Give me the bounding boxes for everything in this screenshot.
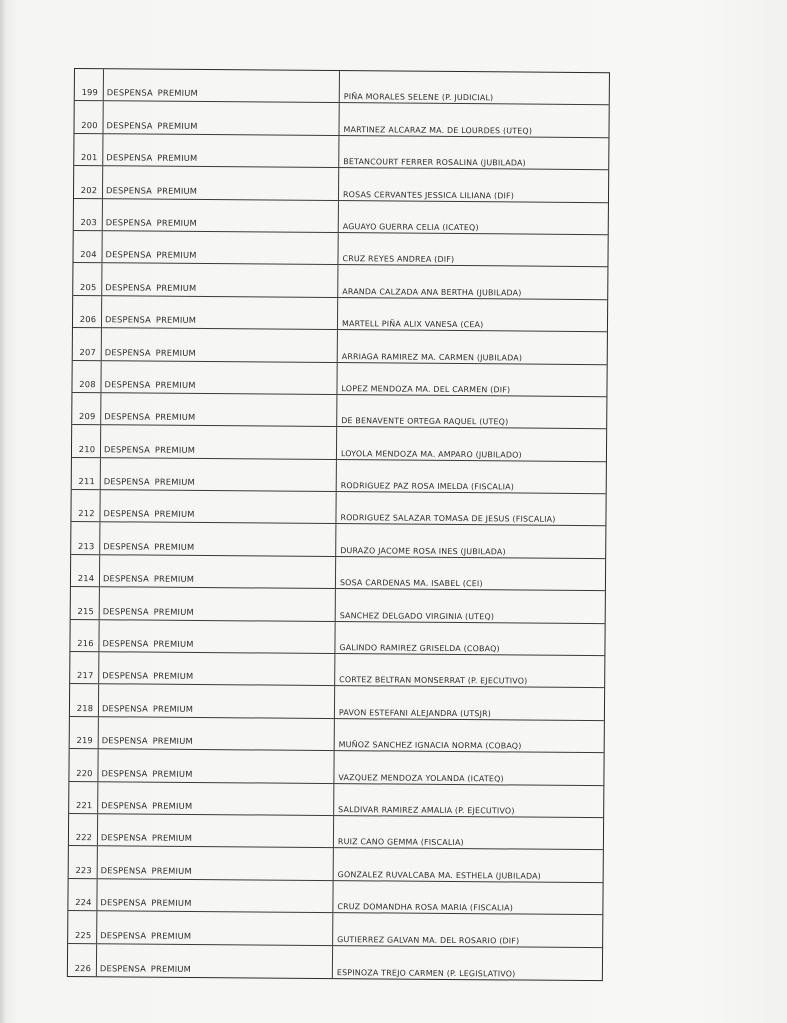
table-row xyxy=(73,296,607,333)
beneficiary-name-cell: CORTEZ BELTRAN MONSERRAT (P. EJECUTIVO) xyxy=(339,675,528,687)
table-row xyxy=(70,620,604,657)
beneficiary-name-cell: BETANCOURT FERRER ROSALINA (JUBILADA) xyxy=(343,157,526,168)
beneficiary-name-cell: MARTINEZ ALCARAZ MA. DE LOURDES (UTEQ) xyxy=(343,124,533,136)
product-cell: DESPENSA PREMIUM xyxy=(102,296,338,329)
row-number: 218 xyxy=(70,684,99,716)
row-number: 224 xyxy=(68,879,97,911)
product-cell: DESPENSA PREMIUM xyxy=(100,555,336,588)
row-number: 226 xyxy=(68,944,97,977)
beneficiary-name-cell: CRUZ DOMANDHA ROSA MARIA (FISCALIA) xyxy=(337,902,514,913)
row-number: 211 xyxy=(72,458,101,490)
product-cell: DESPENSA PREMIUM xyxy=(104,69,340,102)
row-number: 207 xyxy=(73,328,102,360)
row-number: 199 xyxy=(75,69,104,101)
beneficiary-name-cell: LOPEZ MENDOZA MA. DEL CARMEN (DIF) xyxy=(341,384,511,395)
beneficiary-name-cell: PIÑA MORALES SELENE (P. JUDICIAL) xyxy=(343,92,494,103)
row-number: 208 xyxy=(72,361,101,393)
product-cell: DESPENSA PREMIUM xyxy=(103,166,339,199)
table-row xyxy=(68,879,602,916)
beneficiary-name-cell: ROSAS CERVANTES JESSICA LILIANA (DIF) xyxy=(342,189,515,201)
table-row xyxy=(70,717,604,754)
beneficiary-name-cell: GONZALEZ RUVALCABA MA. ESTHELA (JUBILADA) xyxy=(337,869,542,881)
beneficiary-name-cell: CRUZ REYES ANDREA (DIF) xyxy=(342,254,455,265)
product-cell: DESPENSA PREMIUM xyxy=(100,490,336,523)
table-row xyxy=(68,911,602,948)
beneficiary-name-cell: ARANDA CALZADA ANA BERTHA (JUBILADA) xyxy=(342,286,522,298)
table-row xyxy=(73,263,607,300)
beneficiary-name-cell: GALINDO RAMIREZ GRISELDA (COBAQ) xyxy=(339,643,500,654)
product-cell: DESPENSA PREMIUM xyxy=(98,847,334,880)
table-row xyxy=(73,328,607,365)
table-row xyxy=(69,782,603,819)
beneficiary-name-cell: ARRIAGA RAMIREZ MA. CARMEN (JUBILADA) xyxy=(341,351,523,363)
product-cell: DESPENSA PREMIUM xyxy=(100,587,336,620)
row-number: 213 xyxy=(71,522,100,554)
page-edge-shadow xyxy=(0,0,6,1023)
table-row xyxy=(72,393,606,430)
row-number: 216 xyxy=(70,620,99,652)
product-cell: DESPENSA PREMIUM xyxy=(97,944,333,978)
row-number: 215 xyxy=(71,587,100,619)
table-row xyxy=(71,587,605,624)
table-row xyxy=(70,652,604,689)
table-row xyxy=(74,166,608,203)
beneficiary-name-cell: RUIZ CANO GEMMA (FISCALIA) xyxy=(337,837,464,848)
row-number: 223 xyxy=(69,846,98,878)
table-row xyxy=(69,846,603,883)
beneficiary-name-cell: RODRIGUEZ SALAZAR TOMASA DE JESUS (FISCALIA) xyxy=(340,513,556,525)
product-cell: DESPENSA PREMIUM xyxy=(99,652,335,685)
row-number: 225 xyxy=(68,911,97,943)
product-cell: DESPENSA PREMIUM xyxy=(97,911,333,944)
beneficiary-name-cell: SANCHEZ DELGADO VIRGINIA (UTEQ) xyxy=(339,610,495,621)
beneficiary-name-cell: GUTIERREZ GALVAN MA. DEL ROSARIO (DIF) xyxy=(337,934,520,946)
table-row xyxy=(75,69,609,106)
table-row xyxy=(69,814,603,851)
product-cell: DESPENSA PREMIUM xyxy=(102,328,338,361)
product-cell: DESPENSA PREMIUM xyxy=(98,814,334,847)
row-number: 200 xyxy=(74,101,103,133)
row-number: 210 xyxy=(72,425,101,457)
table-row xyxy=(74,199,608,236)
product-cell: DESPENSA PREMIUM xyxy=(102,264,338,297)
row-number: 206 xyxy=(73,296,102,328)
row-number: 222 xyxy=(69,814,98,846)
table-row xyxy=(69,749,603,786)
table-row xyxy=(74,134,608,171)
product-cell: DESPENSA PREMIUM xyxy=(97,879,333,912)
product-cell: DESPENSA PREMIUM xyxy=(98,749,334,782)
table-row xyxy=(72,458,606,495)
table-row xyxy=(72,361,606,398)
product-cell: DESPENSA PREMIUM xyxy=(99,717,335,750)
row-number: 220 xyxy=(69,749,98,781)
row-number: 212 xyxy=(71,490,100,522)
beneficiary-name-cell: MUÑOZ SANCHEZ IGNACIA NORMA (COBAQ) xyxy=(338,740,522,751)
product-cell: DESPENSA PREMIUM xyxy=(103,199,339,232)
beneficiary-name-cell: MARTELL PIÑA ALIX VANESA (CEA) xyxy=(341,319,484,330)
product-cell: DESPENSA PREMIUM xyxy=(99,620,335,653)
beneficiary-name-cell: ESPINOZA TREJO CARMEN (P. LEGISLATIVO) xyxy=(336,968,516,979)
beneficiary-name-cell: PAVON ESTEFANI ALEJANDRA (UTSJR) xyxy=(338,707,492,719)
beneficiary-name-cell: DURAZO JACOME ROSA INES (JUBILADA) xyxy=(340,545,506,557)
product-cell: DESPENSA PREMIUM xyxy=(101,393,337,426)
row-number: 209 xyxy=(72,393,101,425)
product-cell: DESPENSA PREMIUM xyxy=(100,523,336,556)
product-cell: DESPENSA PREMIUM xyxy=(103,102,339,135)
row-number: 219 xyxy=(70,717,99,749)
table-row xyxy=(73,231,607,268)
row-number: 204 xyxy=(73,231,102,263)
row-number: 221 xyxy=(69,782,98,814)
table-row xyxy=(68,944,602,981)
beneficiary-name-cell: DE BENAVENTE ORTEGA RAQUEL (UTEQ) xyxy=(341,416,509,427)
table-row xyxy=(71,490,605,527)
product-cell: DESPENSA PREMIUM xyxy=(101,426,337,459)
beneficiary-name-cell: LOYOLA MENDOZA MA. AMPARO (JUBILADO) xyxy=(340,448,522,460)
table-row xyxy=(70,684,604,721)
table-row xyxy=(72,425,606,462)
table-row xyxy=(71,555,605,592)
product-cell: DESPENSA PREMIUM xyxy=(99,685,335,718)
beneficiary-table xyxy=(67,68,610,981)
row-number: 214 xyxy=(71,555,100,587)
table-row xyxy=(74,101,608,138)
product-cell: DESPENSA PREMIUM xyxy=(102,231,338,264)
product-cell: DESPENSA PREMIUM xyxy=(101,458,337,491)
beneficiary-name-cell: RODRIGUEZ PAZ ROSA IMELDA (FISCALIA) xyxy=(340,481,515,492)
table-row xyxy=(71,522,605,559)
product-cell: DESPENSA PREMIUM xyxy=(98,782,334,815)
beneficiary-name-cell: SALDIVAR RAMIREZ AMALIA (P. EJECUTIVO) xyxy=(338,805,515,816)
beneficiary-name-cell: AGUAYO GUERRA CELIA (ICATEQ) xyxy=(342,222,479,233)
product-cell: DESPENSA PREMIUM xyxy=(101,361,337,394)
row-number: 202 xyxy=(74,166,103,198)
product-cell: DESPENSA PREMIUM xyxy=(103,134,339,167)
row-number: 201 xyxy=(74,134,103,166)
beneficiary-name-cell: SOSA CARDENAS MA. ISABEL (CEI) xyxy=(339,578,483,589)
row-number: 205 xyxy=(73,263,102,295)
row-number: 217 xyxy=(70,652,99,684)
beneficiary-name-cell: VAZQUEZ MENDOZA YOLANDA (ICATEQ) xyxy=(338,772,504,783)
row-number: 203 xyxy=(74,199,103,231)
